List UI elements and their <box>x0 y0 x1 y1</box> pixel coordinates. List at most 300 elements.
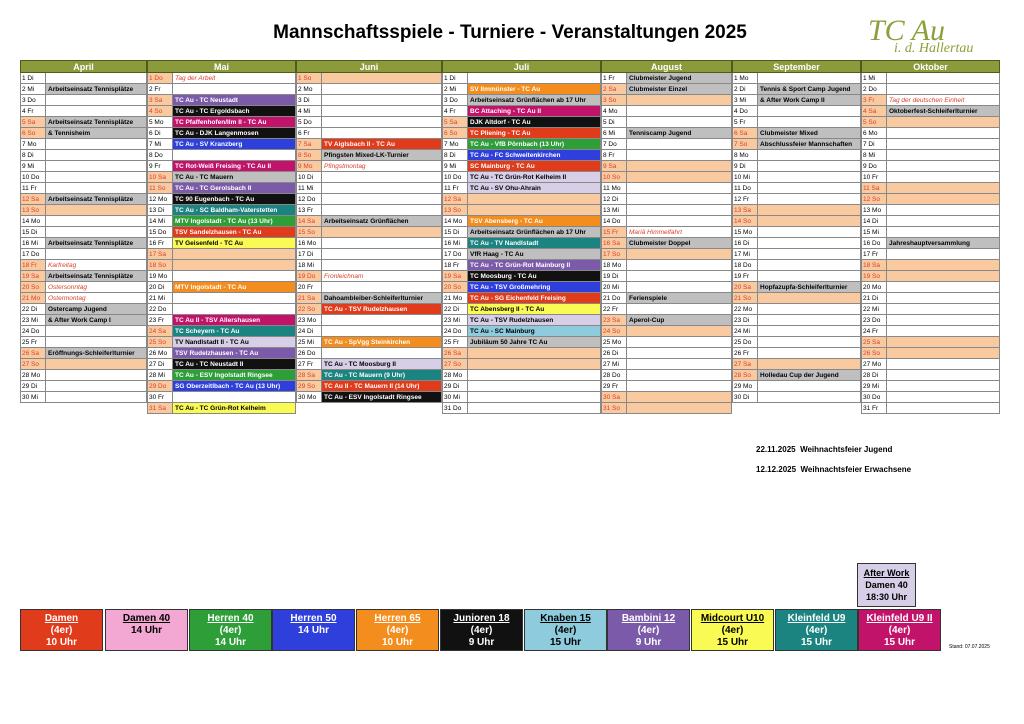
day-cell: 31 Do <box>442 403 468 414</box>
day-cell: 13 Di <box>147 205 173 216</box>
event-cell <box>46 392 147 403</box>
day-cell: 13 So <box>442 205 468 216</box>
day-cell: 23 Di <box>732 315 758 326</box>
day-cell: 12 So <box>861 194 887 205</box>
event-cell: Holledau Cup der Jugend <box>758 370 861 381</box>
event-cell <box>758 249 861 260</box>
event-cell <box>627 249 732 260</box>
event-cell <box>627 337 732 348</box>
day-cell: 9 Do <box>861 161 887 172</box>
day-cell: 15 So <box>296 227 322 238</box>
event-cell <box>468 359 601 370</box>
event-cell: TC Abensberg II - TC Au <box>468 304 601 315</box>
event-cell: Arbeitseinsatz Grünflächen <box>322 216 442 227</box>
event-cell: TC Au - SC Mainburg <box>468 326 601 337</box>
day-cell: 30 Mo <box>296 392 322 403</box>
day-cell: 16 Mi <box>442 238 468 249</box>
day-cell: 2 Fr <box>147 84 173 95</box>
day-cell: 15 Mi <box>861 227 887 238</box>
day-cell: 24 Mi <box>732 326 758 337</box>
event-cell <box>46 227 147 238</box>
legend-time: 14 Uhr <box>297 625 330 636</box>
day-cell: 20 Mi <box>601 282 627 293</box>
note-text: Weihnachtsfeier Erwachsene <box>800 465 912 474</box>
event-cell: Arbeitseinsatz Tennisplätze <box>46 194 147 205</box>
day-cell: 20 So <box>442 282 468 293</box>
event-cell: Arbeitseinsatz Grünflächen ab 17 Uhr <box>468 227 601 238</box>
event-cell <box>173 293 296 304</box>
day-cell: 7 Mi <box>147 139 173 150</box>
day-cell: 13 Mo <box>861 205 887 216</box>
event-cell <box>887 194 1000 205</box>
event-cell: TC Au II - TC Mauern II (14 Uhr) <box>322 381 442 392</box>
event-cell <box>758 293 861 304</box>
day-cell: 17 Sa <box>147 249 173 260</box>
event-cell <box>468 392 601 403</box>
day-cell: 30 Mi <box>442 392 468 403</box>
day-cell: 8 Mo <box>732 150 758 161</box>
event-cell: Mariä Himmelfahrt <box>627 227 732 238</box>
event-cell <box>46 150 147 161</box>
event-cell <box>322 205 442 216</box>
day-cell: 22 Fr <box>601 304 627 315</box>
event-cell: TSV Abensberg - TC Au <box>468 216 601 227</box>
event-cell: TC Au - SG Eichenfeld Freising <box>468 293 601 304</box>
day-cell: 27 Sa <box>732 359 758 370</box>
event-cell <box>46 359 147 370</box>
event-cell: TC Au - TC Neustadt II <box>173 359 296 370</box>
day-cell: 3 Do <box>20 95 46 106</box>
day-cell: 12 Mo <box>147 194 173 205</box>
event-cell: TC Au - TC Grün-Rot Kelheim <box>173 403 296 414</box>
day-cell: 23 Fr <box>147 315 173 326</box>
event-cell <box>887 293 1000 304</box>
event-cell: Clubmeister Mixed <box>758 128 861 139</box>
day-cell: 10 Fr <box>861 172 887 183</box>
legend-format: (4er) <box>470 625 493 636</box>
legend-item <box>775 609 858 651</box>
event-cell <box>173 260 296 271</box>
day-cell: 21 Mo <box>20 293 46 304</box>
event-cell <box>173 392 296 403</box>
event-cell <box>758 205 861 216</box>
event-cell: Ferienspiele <box>627 293 732 304</box>
day-cell: 13 So <box>20 205 46 216</box>
event-cell <box>887 183 1000 194</box>
day-cell: 18 So <box>147 260 173 271</box>
event-cell <box>758 304 861 315</box>
event-cell <box>322 260 442 271</box>
event-cell <box>887 150 1000 161</box>
day-cell: 9 Di <box>732 161 758 172</box>
day-cell: 26 Sa <box>20 348 46 359</box>
event-cell <box>627 403 732 414</box>
event-cell: Ostercamp Jugend <box>46 304 147 315</box>
day-cell: 7 Di <box>861 139 887 150</box>
event-cell <box>173 84 296 95</box>
event-cell <box>46 205 147 216</box>
day-cell: 6 Di <box>147 128 173 139</box>
day-cell: 25 Mo <box>601 337 627 348</box>
day-cell: 8 Do <box>147 150 173 161</box>
legend-item <box>440 609 523 651</box>
event-cell: TC Au - ESV Ingolstadt Ringsee <box>173 370 296 381</box>
day-cell: 19 Sa <box>442 271 468 282</box>
day-cell: 29 Di <box>20 381 46 392</box>
event-cell: TC Au - TSV Rudelzhausen <box>322 304 442 315</box>
event-cell <box>46 161 147 172</box>
day-cell: 16 Do <box>861 238 887 249</box>
day-cell: 2 Mi <box>442 84 468 95</box>
day-cell: 25 Mi <box>296 337 322 348</box>
day-cell: 24 Di <box>296 326 322 337</box>
event-cell: Hopfazupfa-Schleiferlturnier <box>758 282 861 293</box>
event-cell: Eröffnungs-Schleiferlturnier <box>46 348 147 359</box>
event-cell: Clubmeister Jugend <box>627 73 732 84</box>
legend-time: 15 Uhr <box>800 637 833 648</box>
day-cell: 22 Mi <box>861 304 887 315</box>
event-cell: TC Au - TV Nandlstadt <box>468 238 601 249</box>
day-cell: 31 So <box>601 403 627 414</box>
month-header: April <box>20 60 147 73</box>
event-cell <box>322 117 442 128</box>
event-cell <box>627 392 732 403</box>
event-cell: TC Moosburg - TC Au <box>468 271 601 282</box>
day-cell: 18 Fr <box>442 260 468 271</box>
event-cell: Tennis & Sport Camp Jugend <box>758 84 861 95</box>
event-cell <box>758 337 861 348</box>
legend-name: Bambini 12 <box>621 613 676 624</box>
event-cell: TC Pfaffenhofen/Ilm II - TC Au <box>173 117 296 128</box>
day-cell: 5 Fr <box>732 117 758 128</box>
month-header: Mai <box>147 60 296 73</box>
day-cell: 28 Mi <box>147 370 173 381</box>
day-cell: 29 Fr <box>601 381 627 392</box>
event-cell <box>46 139 147 150</box>
month-header: August <box>601 60 732 73</box>
event-cell <box>46 183 147 194</box>
event-cell: SG Oberzeitlbach - TC Au (13 Uhr) <box>173 381 296 392</box>
event-cell: Karfreitag <box>46 260 147 271</box>
event-cell <box>627 150 732 161</box>
event-cell: TC Au II - TSV Allershausen <box>173 315 296 326</box>
day-cell: 23 Mo <box>296 315 322 326</box>
event-cell: TC Pliening - TC Au <box>468 128 601 139</box>
event-cell <box>758 326 861 337</box>
event-cell: Dahoambleiber-Schleiferlturnier <box>322 293 442 304</box>
day-cell: 3 Sa <box>147 95 173 106</box>
event-cell <box>627 95 732 106</box>
event-cell: MTV Ingolstadt - TC Au (13 Uhr) <box>173 216 296 227</box>
event-cell <box>322 194 442 205</box>
logo-text: TC Au <box>868 14 945 47</box>
event-cell: TC Au - SV Kranzberg <box>173 139 296 150</box>
day-cell: 25 Fr <box>442 337 468 348</box>
day-cell: 24 Fr <box>861 326 887 337</box>
day-cell: 16 Sa <box>601 238 627 249</box>
day-cell: 21 Mo <box>442 293 468 304</box>
note-text: Weihnachtsfeier Jugend <box>800 445 893 454</box>
day-cell: 31 Fr <box>861 403 887 414</box>
event-cell: Ostersonntag <box>46 282 147 293</box>
legend-format: (4er) <box>50 625 73 636</box>
afterwork-time: 18:30 Uhr <box>865 592 908 602</box>
event-cell: TSV Rudelzhausen - TC Au <box>173 348 296 359</box>
event-cell: TC Au - TC Grün-Rot Mainburg II <box>468 260 601 271</box>
day-cell: 1 Mo <box>732 73 758 84</box>
note-weihnachtsfeier-jugend <box>756 445 892 454</box>
event-cell <box>46 337 147 348</box>
event-cell <box>627 205 732 216</box>
day-cell: 23 Mi <box>20 315 46 326</box>
event-cell: TC Au - DJK Langenmosen <box>173 128 296 139</box>
afterwork-box <box>857 563 916 607</box>
day-cell: 24 Do <box>442 326 468 337</box>
legend-name: Herren 65 <box>374 613 421 624</box>
event-cell: TC Au - TC Mauern <box>173 172 296 183</box>
day-cell: 29 Di <box>442 381 468 392</box>
stand-date: Stand: 07.07.2025 <box>949 644 990 650</box>
event-cell <box>627 172 732 183</box>
legend-name: Midcourt U10 <box>700 613 765 624</box>
event-cell <box>322 128 442 139</box>
event-cell <box>627 183 732 194</box>
event-cell: BC Attaching - TC Au II <box>468 106 601 117</box>
event-cell: Oktoberfest-Schleiferlturnier <box>887 106 1000 117</box>
day-cell: 27 Mo <box>861 359 887 370</box>
event-cell: Arbeitseinsatz Grünflächen ab 17 Uhr <box>468 95 601 106</box>
day-cell: 11 Mo <box>601 183 627 194</box>
day-cell: 20 Mo <box>861 282 887 293</box>
day-cell: 5 Sa <box>20 117 46 128</box>
day-cell: 10 Sa <box>147 172 173 183</box>
event-cell <box>758 392 861 403</box>
day-cell: 20 Sa <box>732 282 758 293</box>
day-cell: 14 Do <box>601 216 627 227</box>
event-cell <box>322 95 442 106</box>
day-cell: 10 Do <box>442 172 468 183</box>
event-cell <box>468 205 601 216</box>
event-cell <box>887 271 1000 282</box>
event-cell <box>173 271 296 282</box>
event-cell: Arbeitseinsatz Tennisplätze <box>46 84 147 95</box>
month-header: Oktober <box>861 60 1000 73</box>
legend-name: Herren 50 <box>290 613 337 624</box>
day-cell: 4 So <box>147 106 173 117</box>
day-cell: 21 So <box>732 293 758 304</box>
day-cell: 6 Sa <box>732 128 758 139</box>
day-cell: 13 Mi <box>601 205 627 216</box>
afterwork-title: After Work <box>863 568 910 578</box>
day-cell: 27 Di <box>147 359 173 370</box>
event-cell: SV Ilmmünster - TC Au <box>468 84 601 95</box>
day-cell: 6 So <box>442 128 468 139</box>
event-cell <box>322 172 442 183</box>
event-cell <box>758 117 861 128</box>
day-cell: 4 Mo <box>601 106 627 117</box>
day-cell: 28 Mo <box>442 370 468 381</box>
day-cell: 16 Mo <box>296 238 322 249</box>
legend-item <box>20 609 103 651</box>
day-cell: 28 Sa <box>296 370 322 381</box>
day-cell: 19 Mo <box>147 271 173 282</box>
event-cell <box>173 150 296 161</box>
event-cell <box>887 392 1000 403</box>
legend-time: 15 Uhr <box>716 637 749 648</box>
day-cell: 24 So <box>601 326 627 337</box>
event-cell <box>758 183 861 194</box>
event-cell <box>887 304 1000 315</box>
day-cell: 3 So <box>601 95 627 106</box>
day-cell: 12 Sa <box>20 194 46 205</box>
day-cell: 2 Do <box>861 84 887 95</box>
day-cell: 15 Di <box>20 227 46 238</box>
day-cell: 10 So <box>601 172 627 183</box>
event-cell <box>46 95 147 106</box>
day-cell: 4 Fr <box>442 106 468 117</box>
event-cell <box>468 194 601 205</box>
day-cell: 20 Di <box>147 282 173 293</box>
day-cell: 25 Do <box>732 337 758 348</box>
event-cell: Clubmeister Einzel <box>627 84 732 95</box>
event-cell <box>627 139 732 150</box>
event-cell: TC Au - TC Mauern (9 Uhr) <box>322 370 442 381</box>
event-cell <box>887 381 1000 392</box>
event-cell <box>627 260 732 271</box>
day-cell: 8 Fr <box>601 150 627 161</box>
day-cell: 22 Di <box>442 304 468 315</box>
event-cell <box>322 84 442 95</box>
event-cell <box>322 249 442 260</box>
event-cell: TV Aiglsbach II - TC Au <box>322 139 442 150</box>
event-cell: Tag der deutschen Einheit <box>887 95 1000 106</box>
event-cell <box>46 216 147 227</box>
event-cell <box>758 73 861 84</box>
day-cell: 11 Fr <box>20 183 46 194</box>
event-cell <box>322 227 442 238</box>
event-cell <box>887 403 1000 414</box>
legend-time: 14 Uhr <box>130 625 163 636</box>
day-cell: 27 Mi <box>601 359 627 370</box>
day-cell: 6 Mi <box>601 128 627 139</box>
day-cell: 17 Di <box>296 249 322 260</box>
event-cell <box>758 227 861 238</box>
legend-item <box>356 609 439 651</box>
day-cell: 9 Mi <box>442 161 468 172</box>
legend-item <box>858 609 941 651</box>
legend-time: 10 Uhr <box>45 637 78 648</box>
day-cell: 11 Do <box>732 183 758 194</box>
event-cell <box>627 282 732 293</box>
day-cell: 30 Sa <box>601 392 627 403</box>
event-cell <box>627 359 732 370</box>
day-cell: 17 Do <box>442 249 468 260</box>
day-cell: 3 Do <box>442 95 468 106</box>
event-cell <box>887 337 1000 348</box>
day-cell: 12 Fr <box>732 194 758 205</box>
legend-name: Damen <box>44 613 79 624</box>
event-cell: TC Au - TSV Rudelzhausen <box>468 315 601 326</box>
event-cell <box>468 370 601 381</box>
day-cell: 14 Mo <box>20 216 46 227</box>
day-cell: 9 Mi <box>20 161 46 172</box>
day-cell: 21 Mi <box>147 293 173 304</box>
day-cell: 27 So <box>20 359 46 370</box>
day-cell: 30 Fr <box>147 392 173 403</box>
day-cell: 7 Mo <box>442 139 468 150</box>
event-cell: TC Au - TSV Großmehring <box>468 282 601 293</box>
day-cell: 3 Di <box>296 95 322 106</box>
day-cell: 6 Mo <box>861 128 887 139</box>
event-cell: Ostermontag <box>46 293 147 304</box>
event-cell <box>322 326 442 337</box>
day-cell: 20 So <box>20 282 46 293</box>
day-cell: 26 Mo <box>147 348 173 359</box>
event-cell <box>627 381 732 392</box>
event-cell <box>887 348 1000 359</box>
legend-item <box>189 609 272 651</box>
note-date: 22.11.2025 <box>756 445 796 454</box>
day-cell: 7 Do <box>601 139 627 150</box>
event-cell <box>46 73 147 84</box>
legend-time: 9 Uhr <box>468 637 495 648</box>
day-cell: 26 Di <box>601 348 627 359</box>
event-cell <box>627 106 732 117</box>
day-cell: 30 Do <box>861 392 887 403</box>
event-cell <box>627 194 732 205</box>
day-cell: 21 Sa <box>296 293 322 304</box>
event-cell <box>758 315 861 326</box>
day-cell: 14 So <box>732 216 758 227</box>
day-cell: 18 Mo <box>601 260 627 271</box>
day-cell: 1 Mi <box>861 73 887 84</box>
event-cell: Tag der Arbeit <box>173 73 296 84</box>
day-cell: 16 Mi <box>20 238 46 249</box>
event-cell <box>758 194 861 205</box>
event-cell <box>322 348 442 359</box>
day-cell: 30 Mi <box>20 392 46 403</box>
event-cell <box>322 183 442 194</box>
day-cell: 5 Mo <box>147 117 173 128</box>
event-cell <box>322 238 442 249</box>
event-cell <box>468 348 601 359</box>
day-cell: 24 Sa <box>147 326 173 337</box>
event-cell: Tenniscamp Jugend <box>627 128 732 139</box>
day-cell: 11 So <box>147 183 173 194</box>
event-cell: TC Au - SC Baldham-Vaterstetten <box>173 205 296 216</box>
legend-name: Herren 40 <box>207 613 254 624</box>
event-cell: Arbeitseinsatz Tennisplätze <box>46 238 147 249</box>
day-cell: 28 So <box>732 370 758 381</box>
day-cell: 2 Sa <box>601 84 627 95</box>
note-weihnachtsfeier-erwachsene <box>756 465 911 474</box>
event-cell: & Tennisheim <box>46 128 147 139</box>
event-cell <box>758 161 861 172</box>
event-cell <box>887 260 1000 271</box>
day-cell: 1 Fr <box>601 73 627 84</box>
day-cell: 7 So <box>732 139 758 150</box>
event-cell <box>758 216 861 227</box>
day-cell: 17 Mi <box>732 249 758 260</box>
day-cell: 9 Fr <box>147 161 173 172</box>
event-cell <box>758 381 861 392</box>
legend-name: Kleinfeld U9 II <box>866 613 933 624</box>
event-cell <box>627 271 732 282</box>
day-cell: 28 Di <box>861 370 887 381</box>
day-cell: 15 Di <box>442 227 468 238</box>
day-cell: 19 Di <box>601 271 627 282</box>
event-cell: Arbeitseinsatz Tennisplätze <box>46 117 147 128</box>
